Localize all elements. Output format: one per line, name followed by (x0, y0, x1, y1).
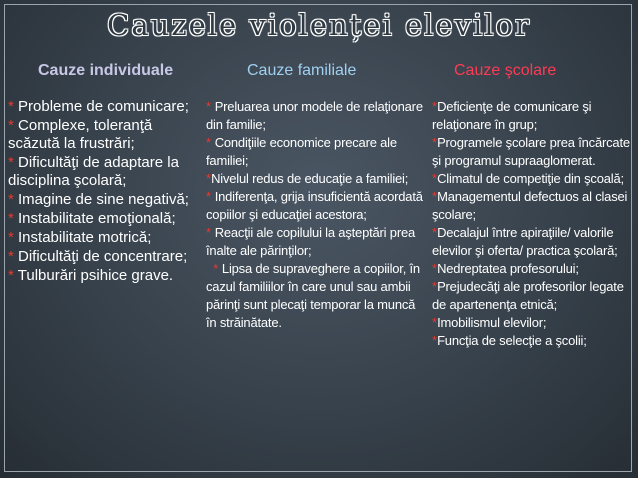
bullet-icon: * (432, 135, 438, 150)
bullet-icon: * (206, 225, 212, 240)
item-text: Nedreptatea profesorului; (437, 261, 579, 276)
bullet-icon: * (8, 210, 14, 227)
item-text: Managementul defectuos al clasei şcolare; (432, 189, 628, 222)
bullet-icon: * (8, 229, 14, 246)
list-item (432, 98, 632, 134)
bullet-icon: * (8, 248, 14, 265)
item-text: Dificultăţi de concentrare; (18, 248, 188, 265)
item-text: Tulburări psihice grave. (17, 267, 174, 284)
heading-family: Cauze familiale (247, 62, 357, 79)
bullet-icon: * (8, 98, 14, 115)
list-item (8, 229, 198, 247)
item-text: Decalajul între apiraţiile/ valorile elevilor şi oferta/ practica şcolară; (432, 225, 618, 258)
list-item (8, 117, 198, 153)
list-item (432, 260, 632, 278)
item-text: Indiferenţa, grija insuficientă acordată copiilor şi educaţiei acestora; (206, 189, 423, 222)
item-text: Reacţii ale copilului la aşteptări prea înalte ale părinţilor; (206, 225, 416, 258)
list-item (206, 98, 428, 134)
item-text: Lipsa de supraveghere a copiilor, în cazul familiilor în care unul sau ambii părinţi sunt plecaţi temporar la muncă în străinătate. (206, 261, 420, 330)
item-text: Instabilitate emoţională; (18, 210, 176, 227)
bullet-icon: * (8, 267, 14, 284)
bullet-icon: * (432, 189, 438, 204)
list-item (432, 314, 632, 332)
bullet-icon: * (432, 261, 438, 276)
item-text: Probleme de comunicare; (18, 98, 189, 115)
item-text: Programele şcolare prea încărcate şi programul supraaglomerat. (432, 135, 630, 168)
bullet-icon: * (213, 261, 219, 276)
list-item (432, 188, 632, 224)
bullet-icon: * (206, 189, 212, 204)
list-item (432, 332, 632, 350)
bullet-icon: * (432, 315, 438, 330)
list-family (206, 98, 428, 332)
item-text: Complexe, toleranţă scăzută la frustrări; (8, 117, 153, 152)
item-text: Funcţia de selecţie a şcolii; (437, 333, 587, 348)
list-item (206, 188, 428, 224)
item-text: Climatul de competiţie din şcoală; (437, 171, 624, 186)
item-text: Prejudecăţi ale profesorilor legate de apartenenţa etnică; (432, 279, 624, 312)
bullet-icon: * (206, 171, 212, 186)
list-item (206, 134, 428, 170)
list-item (8, 210, 198, 228)
heading-individual: Cauze individuale (38, 62, 174, 79)
list-item (206, 224, 428, 260)
bullet-icon: * (432, 171, 438, 186)
list-item (432, 224, 632, 260)
item-text: Nivelul redus de educaţie a familiei; (211, 171, 409, 186)
bullet-icon: * (8, 117, 14, 134)
slide-title: Cauzele violenței elevilor (107, 8, 531, 42)
item-text: Instabilitate motrică; (18, 229, 152, 246)
bullet-icon: * (432, 333, 438, 348)
list-individual (8, 98, 198, 286)
item-text: Dificultăţi de adaptare la disciplina şcolară; (8, 154, 179, 189)
bullet-icon: * (8, 191, 14, 208)
item-text: Preluarea unor modele de relaţionare din familie; (206, 99, 423, 132)
list-item (206, 260, 428, 332)
list-item (8, 248, 198, 266)
bullet-icon: * (432, 279, 438, 294)
bullet-icon: * (432, 99, 438, 114)
list-item (432, 278, 632, 314)
bullet-icon: * (206, 99, 212, 114)
bullet-icon: * (8, 154, 14, 171)
list-school (432, 98, 632, 350)
list-item (432, 170, 632, 188)
item-text: Deficienţe de comunicare şi relaţionare în grup; (432, 99, 592, 132)
list-item (206, 170, 428, 188)
list-item (8, 98, 198, 116)
list-item (8, 191, 198, 209)
item-text: Imagine de sine negativă; (18, 191, 189, 208)
item-text: Imobilismul elevilor; (437, 315, 547, 330)
list-item (8, 154, 198, 190)
bullet-icon: * (432, 225, 438, 240)
bullet-icon: * (206, 135, 212, 150)
list-item (8, 267, 198, 285)
heading-school: Cauze şcolare (454, 62, 557, 79)
list-item (432, 134, 632, 170)
item-text: Condiţiile economice precare ale familiei; (206, 135, 397, 168)
